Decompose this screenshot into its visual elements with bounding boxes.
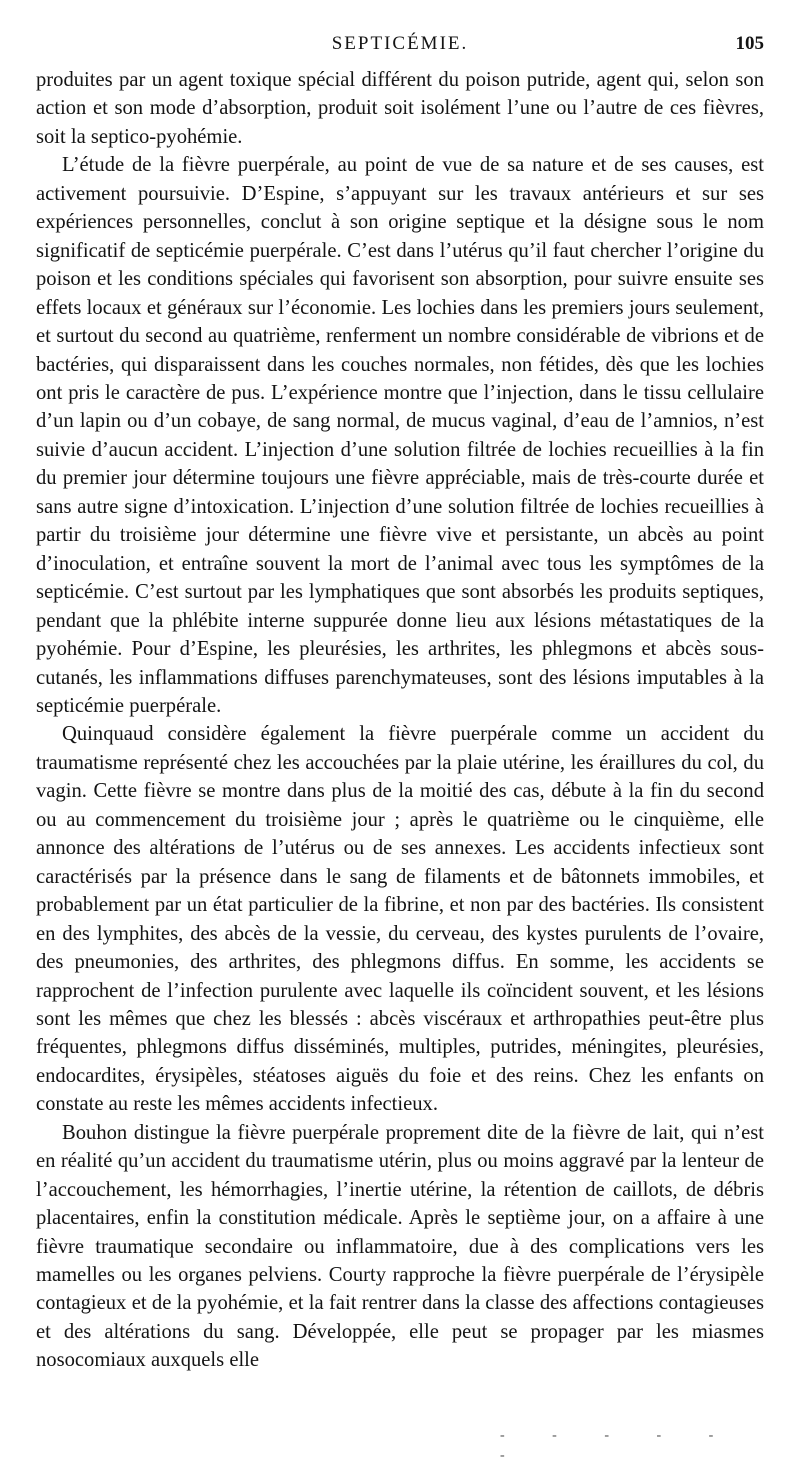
paragraph-quinquaud: Quinquaud considère également la fièvre puerpérale comme un accident du traumatisme représenté chez les accouchées par la plaie utérine, les éraillures du col, du vagin. Cette fièvre se montre dans plus de la moitié des cas, débute à la fin du second ou au commencement du troisième jour ; après le quatrième ou le cinquième, elle annonce des altérations de l’utérus ou de ses annexes. Les accidents infectieux sont caractérisés par la présence dans le sang de filaments et de bâtonnets immobiles, et probablement par un état particulier de la fibrine, et non par des bactéries. Ils consistent en des lymphites, des abcès de la vessie, du cerveau, des kystes purulents de l’ovaire, des pneumonies, des arthrites, des phlegmons diffus. En somme, les accidents se rapprochent de l’infection purulente avec laquelle ils coïncident souvent, et les lésions sont les mêmes que chez les blessés : abcès viscéraux et arthropathies peut-être plus fréquentes, phlegmons diffus disséminés, multiples, putrides, méningites, pleurésies, endocardites, érysipèles, stéatoses aiguës du foie et des reins. Chez les enfants on constate au reste les mêmes accidents infectieux. — [36, 723, 764, 1116]
body-text — [36, 66, 764, 1375]
paragraph-despine: L’étude de la fièvre puerpérale, au point de vue de sa nature et de ses causes, est activement poursuivie. D’Espine, s’appuyant sur les travaux antérieurs et sur ses expériences personnelles, conclut à son origine septique et la désigne sous le nom significatif de septicémie puerpérale. C’est dans l’utérus qu’il faut chercher l’origine du poison et les conditions spéciales qui favorisent son absorption, pour suivre ensuite ses effets locaux et généraux sur l’économie. Les lochies dans les premiers jours seulement, et surtout du second au quatrième, renferment un nombre considérable de vibrions et de bactéries, qui disparaissent dans les couches normales, non fétides, dès que les lochies ont pris le caractère de pus. L’expérience montre que l’injection, dans le tissu cellulaire d’un lapin ou d’un cobaye, de sang normal, de mucus vaginal, d’eau de l’amnios, n’est suivie d’aucun accident. L’injection d’une solution filtrée de lochies recueillies à la fin du premier jour détermine toujours une fièvre appréciable, mais de très-courte durée et sans autre signe d’intoxication. L’injection d’une solution filtrée de lochies recueillies à partir du troisième jour détermine une fièvre vive et persistante, un abcès au point d’inoculation, et entraîne souvent la mort de l’animal avec tous les symptômes de la septicémie. C’est surtout par les lymphatiques que sont absorbés les produits septiques, pendant que la phlébite interne suppurée donne lieu aux lésions métastatiques de la pyohémie. Pour d’Espine, les pleurésies, les arthrites, les phlegmons et abcès sous-cutanés, les inflammations diffuses parenchymateuses, sont des lésions imputables à la septicémie puerpérale. — [36, 154, 764, 717]
paragraph-continuation: produites par un agent toxique spécial différent du poison putride, agent qui, selon son action et son mode d’absorption, produit soit isolément l’une ou l’autre de ces fièvres, soit la septico-pyohémie. — [36, 69, 764, 148]
running-head — [36, 30, 764, 58]
footer-marks: - - - - - - — [500, 1428, 736, 1463]
page-number: 105 — [735, 33, 764, 54]
paragraph-bouhon: Bouhon distingue la fièvre puerpérale proprement dite de la fièvre de lait, qui n’est en réalité qu’un accident du traumatisme utérin, plus ou moins aggravé par la lenteur de l’accouchement, les hémorrhagies, l’inertie utérine, la rétention de caillots, de débris placentaires, enfin la constitution médicale. Après le septième jour, on a affaire à une fièvre traumatique secondaire ou inflammatoire, due à des complications vers les mamelles ou les organes pelviens. Courty rapproche la fièvre puerpérale de l’érysipèle contagieux et de la pyohémie, et la fait rentrer dans la classe des affections contagieuses et des altérations du sang. Développée, elle peut se propager par les miasmes nosocomiaux auxquels elle — [36, 1121, 764, 1372]
running-title: SEPTICÉMIE. — [331, 33, 469, 54]
